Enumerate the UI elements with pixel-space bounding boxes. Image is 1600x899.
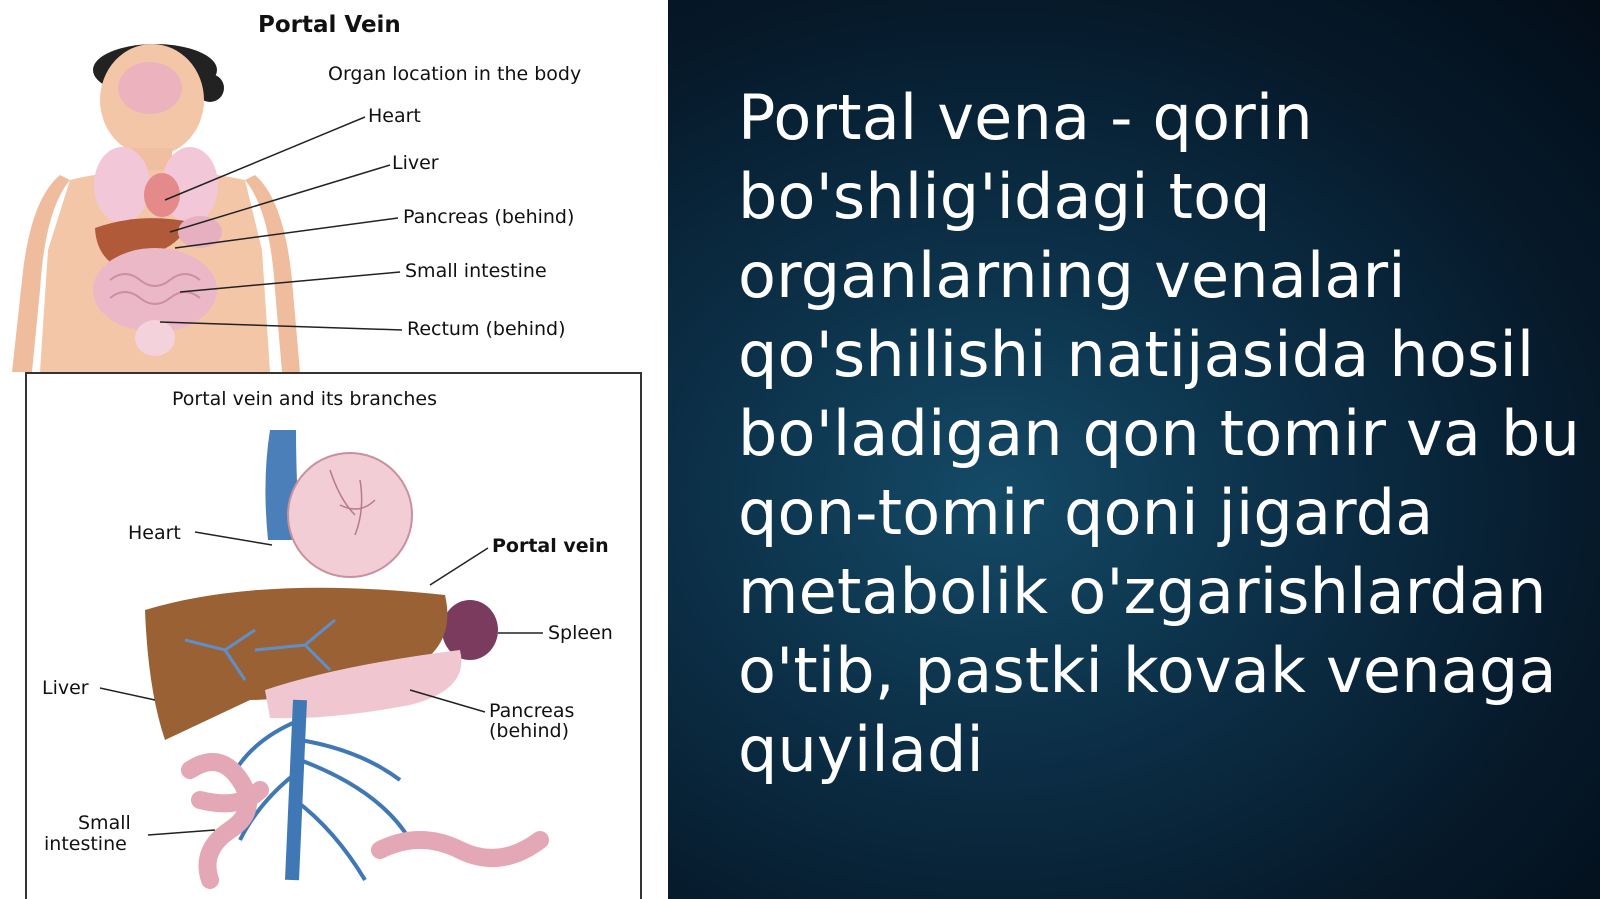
top-label-heart: Heart [368, 105, 421, 127]
bottom-label-spleen: Spleen [548, 622, 613, 644]
small-intestine-shape [190, 762, 540, 880]
bottom-label-small-intestine-line1: Small [78, 812, 131, 834]
liver-leader-line-bottom [100, 688, 155, 700]
top-label-pancreas: Pancreas (behind) [403, 206, 575, 228]
bottom-label-pancreas-line1: Pancreas [489, 700, 575, 722]
bottom-subtitle: Portal vein and its branches [172, 388, 438, 410]
bottom-label-heart: Heart [128, 522, 181, 544]
heart-shape-detail [288, 453, 412, 577]
top-subtitle: Organ location in the body [328, 63, 582, 85]
bottom-label-pancreas-line2: (behind) [489, 720, 569, 742]
anatomy-illustration-panel [0, 0, 668, 899]
bottom-label-small-intestine-line2: intestine [44, 833, 127, 855]
bottom-label-liver: Liver [42, 677, 89, 699]
bottom-label-portal-vein: Portal vein [492, 535, 609, 557]
portal-vein-trunk [292, 700, 300, 880]
top-label-rectum: Rectum (behind) [407, 318, 566, 340]
top-label-liver: Liver [392, 152, 439, 174]
top-label-small-intestine: Small intestine [405, 260, 547, 282]
portal-vein-leader-line [430, 548, 488, 585]
text-panel [668, 0, 1600, 899]
spleen-shape [442, 600, 498, 660]
heart-leader-line-bottom [195, 532, 272, 545]
figure-title: Portal Vein [258, 12, 401, 38]
small-intestine-leader-line-bottom [148, 830, 215, 835]
slide-body-text: Portal vena - qorin bo'shlig'idagi toq organlarning venalari qo'shilishi natijasida hosil bo'ladigan qon tomir va bu qon-tomir qoni jigarda metabolik o'zgarishlardan o'tib, pastki kovak venaga quyiladi [738, 81, 1581, 786]
portal-vein-illustration [0, 0, 668, 899]
